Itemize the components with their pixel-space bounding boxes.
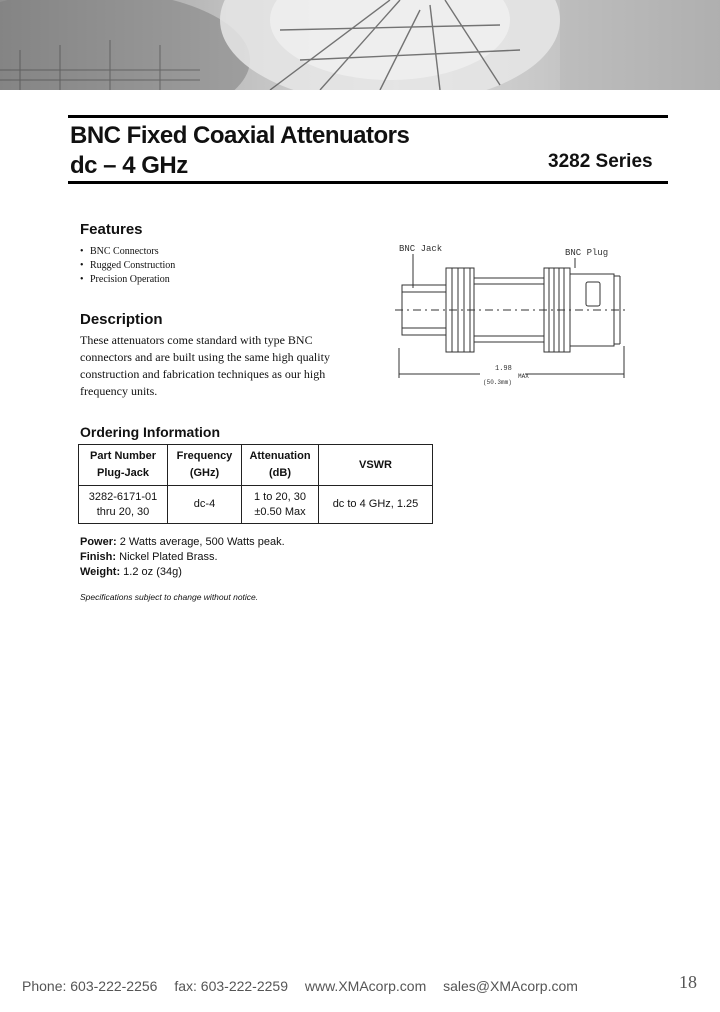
spec-weight-label: Weight: bbox=[80, 566, 121, 578]
spec-weight-value: 1.2 oz (34g) bbox=[120, 566, 182, 578]
footer-website-link[interactable]: www.XMAcorp.com bbox=[304, 978, 427, 994]
table-header-row bbox=[79, 445, 433, 486]
part-number-line1: 3282-6171-01 bbox=[88, 490, 158, 503]
footer-phone: Phone: 603-222-2256 bbox=[22, 978, 158, 994]
column-header-attenuation: Attenuation (dB) bbox=[242, 445, 319, 486]
header-banner-image bbox=[0, 0, 720, 90]
cell-part-number bbox=[79, 486, 168, 524]
title-rule-bottom bbox=[68, 181, 668, 184]
spec-finish bbox=[80, 550, 285, 565]
attenuation-line2: ±0.50 Max bbox=[254, 505, 306, 518]
part-number-line2: thru 20, 30 bbox=[96, 505, 150, 518]
column-header-vswr: VSWR bbox=[319, 445, 433, 486]
disclaimer-note: Specifications subject to change without notice. bbox=[80, 592, 259, 602]
footer-fax: fax: 603-222-2259 bbox=[174, 978, 288, 994]
spec-finish-label: Finish: bbox=[80, 551, 117, 563]
footer-contact bbox=[22, 978, 591, 994]
specifications-block bbox=[80, 535, 285, 580]
features-heading: Features bbox=[80, 221, 143, 238]
feature-item: • Precision Operation bbox=[80, 273, 175, 287]
attenuation-line1: 1 to 20, 30 bbox=[254, 490, 306, 503]
length-mm-label: (50.3mm) bbox=[483, 379, 512, 386]
length-max-label: MAX bbox=[518, 373, 529, 380]
length-inches-label: 1.98 bbox=[495, 365, 512, 373]
title-rule-top bbox=[68, 115, 668, 118]
spec-finish-value: Nickel Plated Brass. bbox=[116, 551, 218, 563]
radar-dish-icon bbox=[0, 0, 720, 90]
footer-email-link[interactable]: sales@XMAcorp.com bbox=[443, 978, 578, 994]
spec-power bbox=[80, 535, 285, 550]
features-list bbox=[80, 245, 175, 287]
cell-frequency: dc-4 bbox=[168, 486, 242, 524]
cell-attenuation bbox=[242, 486, 319, 524]
table-row bbox=[79, 486, 433, 524]
page-subtitle-frequency: dc – 4 GHz bbox=[70, 152, 188, 179]
page-title: BNC Fixed Coaxial Attenuators bbox=[70, 122, 410, 149]
description-text: These attenuators come standard with type BNC connectors and are built using the same high quality construction and fabrication techniques as our high frequency units. bbox=[80, 333, 330, 398]
column-header-part-number: Part Number Plug-Jack bbox=[79, 445, 168, 486]
spec-weight bbox=[80, 565, 285, 580]
feature-item: • BNC Connectors bbox=[80, 245, 175, 259]
ordering-table bbox=[78, 444, 433, 524]
feature-item: • Rugged Construction bbox=[80, 259, 175, 273]
bnc-jack-label: BNC Jack bbox=[399, 244, 443, 254]
column-header-frequency: Frequency (GHz) bbox=[168, 445, 242, 486]
description-heading: Description bbox=[80, 311, 163, 328]
page-number: 18 bbox=[679, 972, 697, 992]
cell-vswr: dc to 4 GHz, 1.25 bbox=[319, 486, 433, 524]
ordering-heading: Ordering Information bbox=[80, 424, 220, 440]
series-label: 3282 Series bbox=[548, 151, 653, 172]
spec-power-value: 2 Watts average, 500 Watts peak. bbox=[116, 536, 285, 548]
attenuator-drawing bbox=[385, 236, 630, 392]
bnc-plug-label: BNC Plug bbox=[565, 248, 609, 258]
spec-power-label: Power: bbox=[80, 536, 117, 548]
